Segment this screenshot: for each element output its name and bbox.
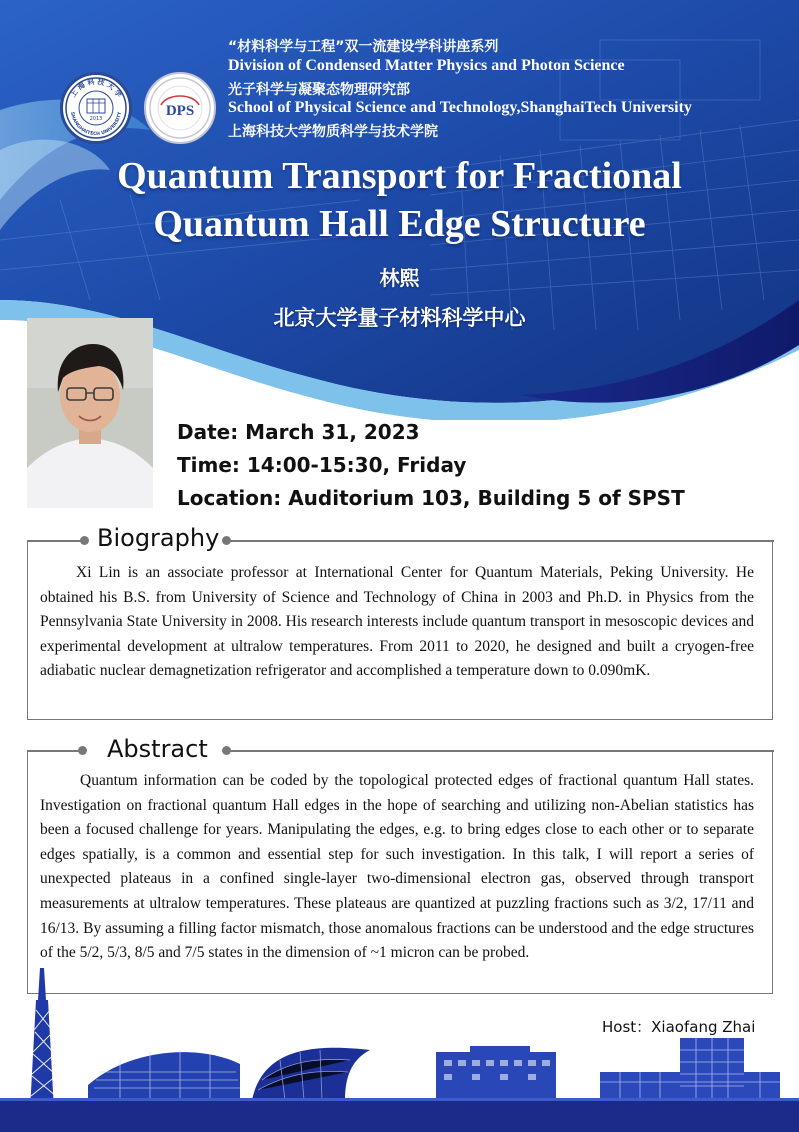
dps-seal-icon [147,75,213,141]
speaker-affiliation: 北京大学量子材料科学中心 [273,306,526,330]
abstract-text: Quantum information can be coded by the topological protected edges of fractional quantum Hall states. Investigation on fractional quantum Hall edges in the hope of searching and utilizing non-Abelian statistics has been a focused challenge for years. Manipulating the edges, e.g. to bring edges close to each other or to separate edges spatially, is a common and essential step for such investigation. In this talk, I will report a series of unexpected plateaus in a confined single-layer two-dimensional electron gas, observed through transport measurements at ultralow temperatures. These plateaus are quantized at puzzling fractions such as 3/2, 17/11 and 16/13. By assuming a filling factor mismatch, those anomalous fractions can be understood and the edge structures of the 5/2, 5/3, 8/5 and 7/5 states in the dimension of ~1 micron can be probed. [40,772,754,962]
abstract-rule-left [27,750,83,752]
shanghaitech-seal-year: 2013 [89,116,103,122]
event-location: Location: Auditorium 103, Building 5 of SPST [177,486,685,510]
shanghaitech-seal-top-text: 上 海 科 技 大 学 [68,77,124,99]
host-name: Host：Xiaofang Zhai [602,1018,756,1036]
footer-buildings [0,960,799,1132]
shanghaitech-logo [60,72,132,144]
shanghaitech-seal-bottom-text: SHANGHAITECH UNIVERSITY [69,111,123,138]
event-time: Time: 14:00-15:30, Friday [177,453,467,477]
event-date: Date: March 31, 2023 [177,420,420,444]
biography-heading: Biography [97,524,220,552]
campus-skyline-icon [0,960,799,1132]
biography-dot-left [80,536,89,545]
dps-letters: DPS [165,103,195,119]
shanghaitech-seal-icon [63,75,129,141]
abstract-dot-left [78,746,87,755]
division-name-en: Division of Condensed Matter Physics and Photon Science [228,57,625,74]
speaker-name: 林熙 [379,266,420,290]
division-name-cn: 光子科学与凝聚态物理研究部 [228,82,410,98]
dps-logo [144,72,216,144]
school-name-cn: 上海科技大学物质科学与技术学院 [228,124,438,140]
talk-title-line1: Quantum Transport for Fractional [117,155,682,197]
biography-rule-left [27,540,85,542]
lecture-series-title: “材料科学与工程”双一流建设学科讲座系列 [228,39,499,55]
abstract-rule-right [228,750,774,752]
talk-title-line2: Quantum Hall Edge Structure [153,203,646,245]
biography-text: Xi Lin is an associate professor at International Center for Quantum Materials, Peking University. He obtained his B.S. from University of Science and Technology of China in 2003 and Ph.D. in Physics from the Pennsylvania State University in 2008. His research interests include quantum transport in mesoscopic devices and experimental development at ultralow temperatures. From 2011 to 2020, he designed and built a cryogen-free adiabatic nuclear demagnetization refrigerator and accomplished a temperature down to 0.090mK. [40,564,754,680]
abstract-heading: Abstract [107,735,208,763]
biography-rule-right [228,540,774,542]
speaker-portrait-icon [27,318,153,508]
school-name-en: School of Physical Science and Technology,ShanghaiTech University [228,99,692,116]
speaker-photo [27,318,153,508]
